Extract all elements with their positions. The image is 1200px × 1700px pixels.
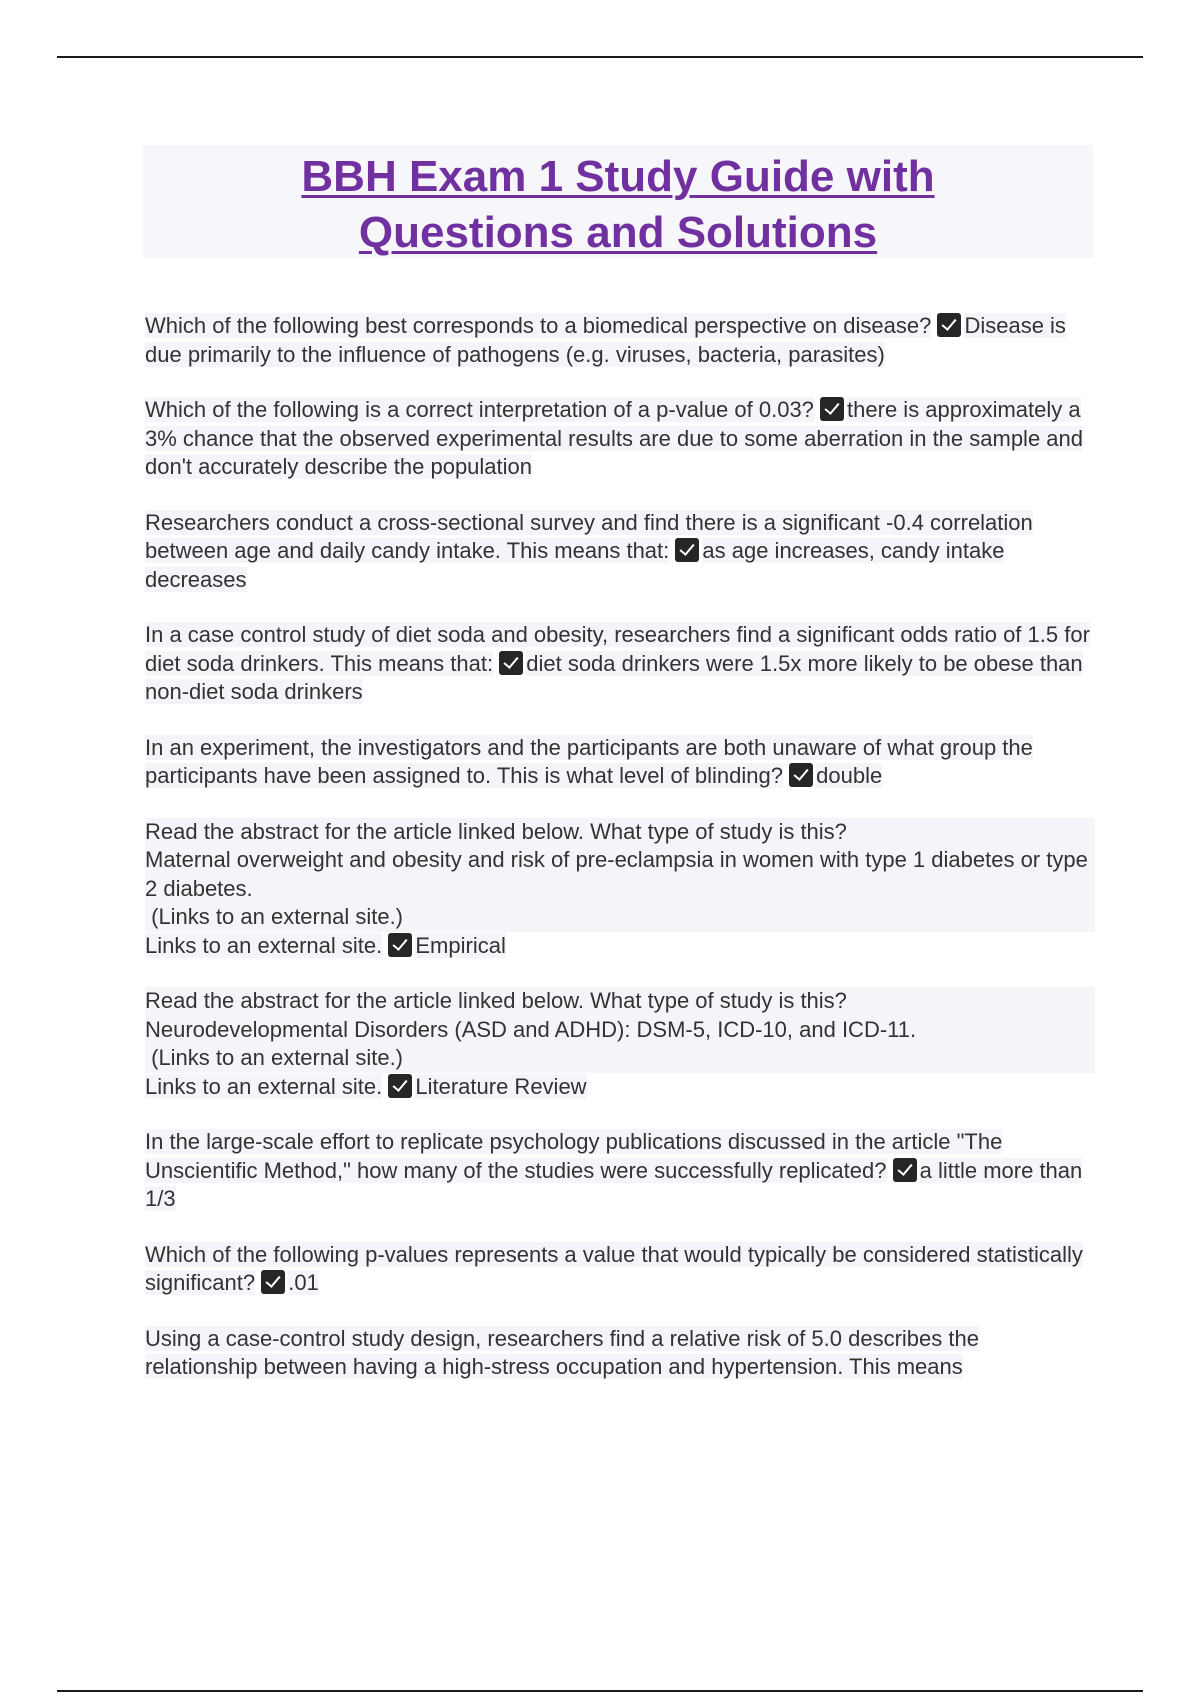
qa-item xyxy=(145,987,1095,1101)
top-rule xyxy=(57,56,1143,58)
qa-item xyxy=(145,734,1095,791)
answer-text: a little more than 1/3 xyxy=(145,1157,1083,1211)
question-text: In an experiment, the investigators and the participants are both unaware of what group the participants have been assigned to. This is what level of blinding? xyxy=(145,734,1033,788)
question-text: Which of the following best corresponds to a biomedical perspective on disease? xyxy=(145,313,932,338)
qa-list xyxy=(145,312,1095,1409)
qa-item xyxy=(145,1325,1095,1382)
checkmark-icon xyxy=(261,1270,285,1294)
qa-item xyxy=(145,396,1095,482)
answer-text: double xyxy=(816,763,883,788)
answer-text: diet soda drinkers were 1.5x more likely to be obese than non-diet soda drinkers xyxy=(145,650,1083,704)
qa-item xyxy=(145,509,1095,595)
question-text: Which of the following is a correct interpretation of a p-value of 0.03? xyxy=(145,397,814,422)
question-text: Using a case-control study design, researchers find a relative risk of 5.0 describes the relationship between having a high-stress occupation and hypertension. This means xyxy=(145,1325,979,1379)
checkmark-icon xyxy=(388,1074,412,1098)
answer-text: Literature Review xyxy=(415,1073,587,1099)
qa-item xyxy=(145,1128,1095,1214)
question-text: Read the abstract for the article linked below. What type of study is this? xyxy=(145,818,1095,847)
answer-text: as age increases, candy intake decreases xyxy=(145,538,1005,592)
checkmark-icon xyxy=(937,313,961,337)
checkmark-icon xyxy=(675,538,699,562)
answer-text: .01 xyxy=(288,1270,319,1295)
question-text: In a case control study of diet soda and obesity, researchers find a significant odds ratio of 1.5 for diet soda drinkers. This means that: xyxy=(145,622,1090,676)
qa-item xyxy=(145,312,1095,369)
question-text: Read the abstract for the article linked below. What type of study is this? xyxy=(145,987,1095,1016)
external-link-text[interactable]: Links to an external site. xyxy=(145,1073,383,1099)
question-text: Researchers conduct a cross-sectional survey and find there is a significant -0.4 correlation between age and daily candy intake. This means that: xyxy=(145,509,1033,563)
checkmark-icon xyxy=(820,397,844,421)
title-line-1: BBH Exam 1 Study Guide with xyxy=(301,152,935,201)
external-link-note: (Links to an external site.) xyxy=(145,1044,1095,1073)
checkmark-icon xyxy=(789,763,813,787)
checkmark-icon xyxy=(388,933,412,957)
qa-item xyxy=(145,1241,1095,1298)
title-line-2: Questions and Solutions xyxy=(358,208,878,257)
external-link-text[interactable]: Links to an external site. xyxy=(145,932,383,958)
answer-text: Disease is due primarily to the influence of pathogens (e.g. viruses, bacteria, parasites) xyxy=(145,313,1066,367)
question-text: Which of the following p-values represents a value that would typically be considered statistically significant? xyxy=(145,1241,1083,1295)
qa-item xyxy=(145,818,1095,961)
answer-text: there is approximately a 3% chance that the observed experimental results are due to some aberration in the sample and don't accurately describe the population xyxy=(145,397,1083,479)
document-title xyxy=(143,145,1093,261)
article-title-link[interactable]: Neurodevelopmental Disorders (ASD and ADHD): DSM-5, ICD-10, and ICD-11. xyxy=(145,1016,1095,1045)
question-text: In the large-scale effort to replicate psychology publications discussed in the article "The Unscientific Method," how many of the studies were successfully replicated? xyxy=(145,1129,1003,1183)
bottom-rule xyxy=(57,1690,1143,1692)
checkmark-icon xyxy=(893,1158,917,1182)
external-link-note: (Links to an external site.) xyxy=(145,903,1095,932)
qa-item xyxy=(145,621,1095,707)
article-title-link[interactable]: Maternal overweight and obesity and risk of pre-eclampsia in women with type 1 diabetes or type 2 diabetes. xyxy=(145,846,1095,903)
checkmark-icon xyxy=(499,651,523,675)
answer-text: Empirical xyxy=(415,932,506,958)
title-box xyxy=(143,145,1093,258)
